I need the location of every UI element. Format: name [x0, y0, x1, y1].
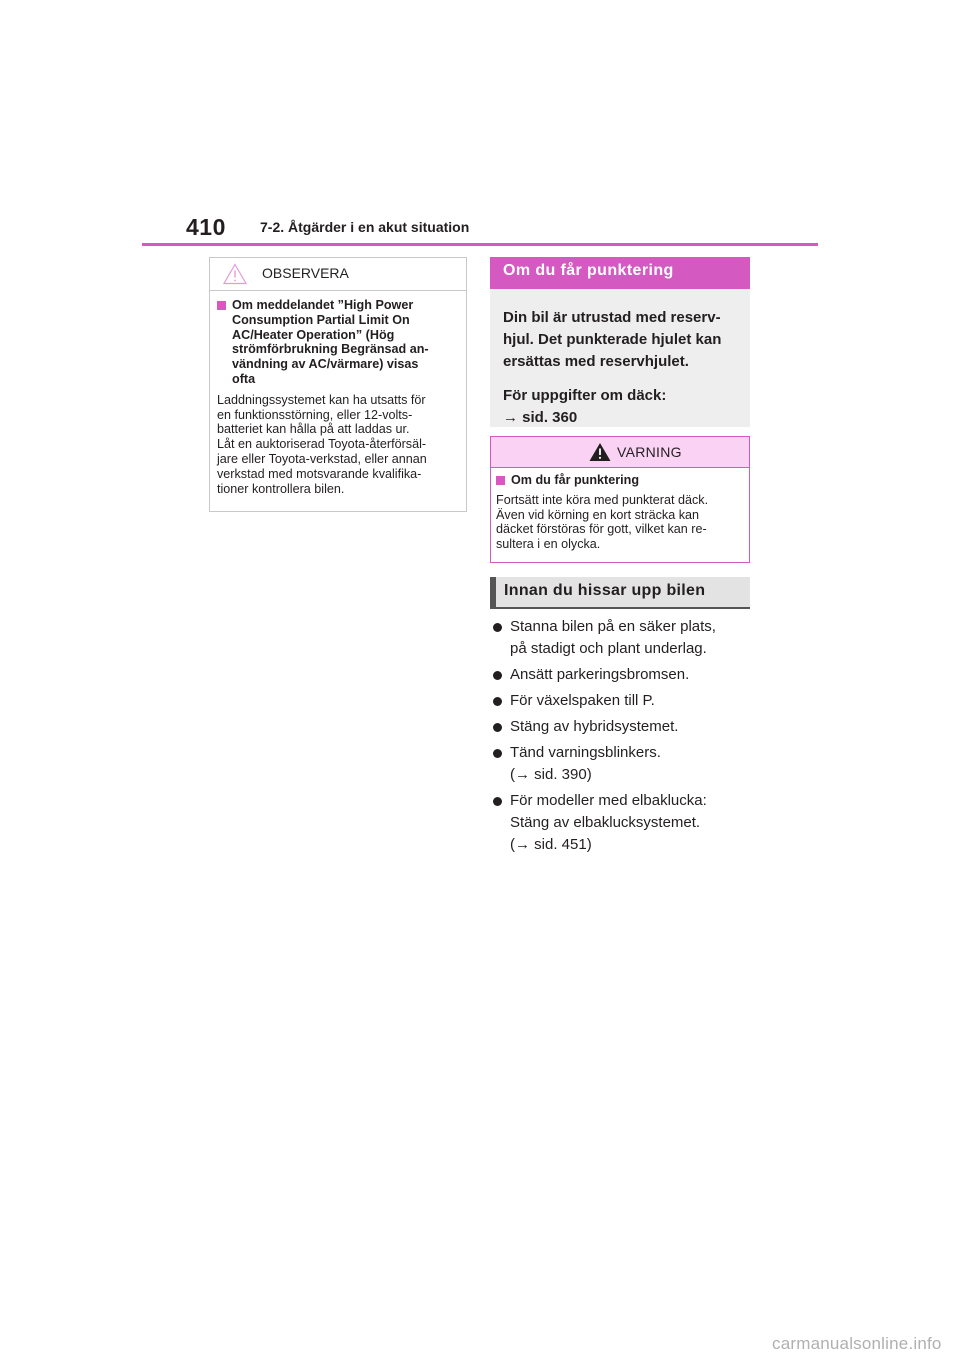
warning-body-line: däcket förstöras för gott, vilket kan re- — [496, 522, 707, 537]
step-line: Ansätt parkeringsbromsen. — [510, 666, 690, 683]
notice-body-line: Laddningssystemet kan ha utsatts för — [217, 392, 426, 407]
before-jacking-heading: Innan du hissar upp bilen — [490, 577, 750, 609]
notice-body-line: jare eller Toyota-verkstad, eller annan — [217, 451, 427, 466]
list-item — [491, 716, 751, 738]
flat-tire-info-line: Din bil är utrustad med reserv- — [503, 309, 721, 326]
list-item — [491, 690, 751, 712]
tire-info-reference: → sid. 360 — [503, 409, 578, 426]
bullet-dot-icon — [493, 697, 502, 706]
step-line: (→ sid. 451) — [510, 836, 592, 853]
step-line: Stäng av hybridsystemet. — [510, 718, 679, 735]
list-item — [491, 742, 751, 786]
watermark-logo: carmanualsonline.info — [772, 1334, 942, 1353]
warning-body-line: sultera i en olycka. — [496, 537, 601, 552]
notice-subheading-line: AC/Heater Operation” (Hög — [232, 327, 395, 342]
notice-title: OBSERVERA — [262, 265, 349, 281]
flat-tire-info-line: hjul. Det punkterade hjulet kan — [503, 331, 722, 348]
notice-subheading-line: Om meddelandet ”High Power — [232, 298, 414, 312]
warning-triangle-outline-icon — [223, 263, 247, 285]
notice-body-line: en funktionsstörning, eller 12-volts- — [217, 407, 413, 422]
square-bullet-icon — [217, 301, 226, 310]
step-line: Stanna bilen på en säker plats, — [510, 618, 716, 635]
warning-title: VARNING — [617, 444, 682, 460]
list-item — [491, 664, 751, 686]
step-line: (→ sid. 390) — [510, 766, 592, 783]
notice-subheading-line: Consumption Partial Limit On — [232, 312, 410, 327]
step-line: För växelspaken till P. — [510, 692, 655, 709]
notice-subheading — [217, 298, 458, 387]
warning-triangle-solid-icon — [589, 442, 611, 462]
header-rule — [142, 243, 818, 246]
flat-tire-info-box — [490, 289, 750, 427]
notice-body — [210, 291, 466, 496]
warning-subheading-text: Om du får punktering — [511, 473, 640, 487]
warning-box — [490, 436, 750, 563]
section-title: 7-2. Åtgärder i en akut situation — [260, 219, 470, 235]
warning-body-line: Även vid körning en kort sträcka kan — [496, 507, 700, 522]
flat-tire-heading: Om du får punktering — [490, 257, 750, 289]
step-line: Tänd varningsblinkers. — [510, 744, 661, 761]
warning-header — [491, 437, 749, 468]
warning-subheading — [496, 473, 743, 488]
flat-tire-info-line: ersättas med reservhjulet. — [503, 353, 689, 370]
list-item — [491, 790, 751, 856]
warning-body-line: Fortsätt inte köra med punkterat däck. — [496, 492, 709, 507]
bullet-dot-icon — [493, 723, 502, 732]
notice-body-line: batteriet kan hålla på att laddas ur. — [217, 422, 410, 437]
bullet-dot-icon — [493, 797, 502, 806]
tire-info-label: För uppgifter om däck: — [503, 387, 667, 404]
step-line: För modeller med elbaklucka: — [510, 792, 707, 809]
bullet-dot-icon — [493, 749, 502, 758]
square-bullet-icon — [496, 476, 505, 485]
notice-body-line: verkstad med motsvarande kvalifika- — [217, 466, 422, 481]
notice-subheading-line: vändning av AC/värmare) visas — [232, 357, 419, 372]
bullet-dot-icon — [493, 623, 502, 632]
list-item — [491, 616, 751, 660]
page-number: 410 — [186, 214, 226, 240]
warning-body — [491, 468, 749, 552]
notice-body-line: Låt en auktoriserad Toyota-återförsäl- — [217, 437, 427, 452]
before-jacking-steps — [491, 616, 751, 860]
step-line: på stadigt och plant underlag. — [510, 640, 707, 657]
step-line: Stäng av elbaklucksystemet. — [510, 814, 701, 831]
notice-subheading-line: strömförbrukning Begränsad an- — [232, 342, 429, 357]
notice-header — [210, 258, 466, 291]
notice-body-line: tioner kontrollera bilen. — [217, 481, 345, 496]
notice-box — [209, 257, 467, 512]
bullet-dot-icon — [493, 671, 502, 680]
notice-subheading-line: ofta — [232, 371, 256, 386]
